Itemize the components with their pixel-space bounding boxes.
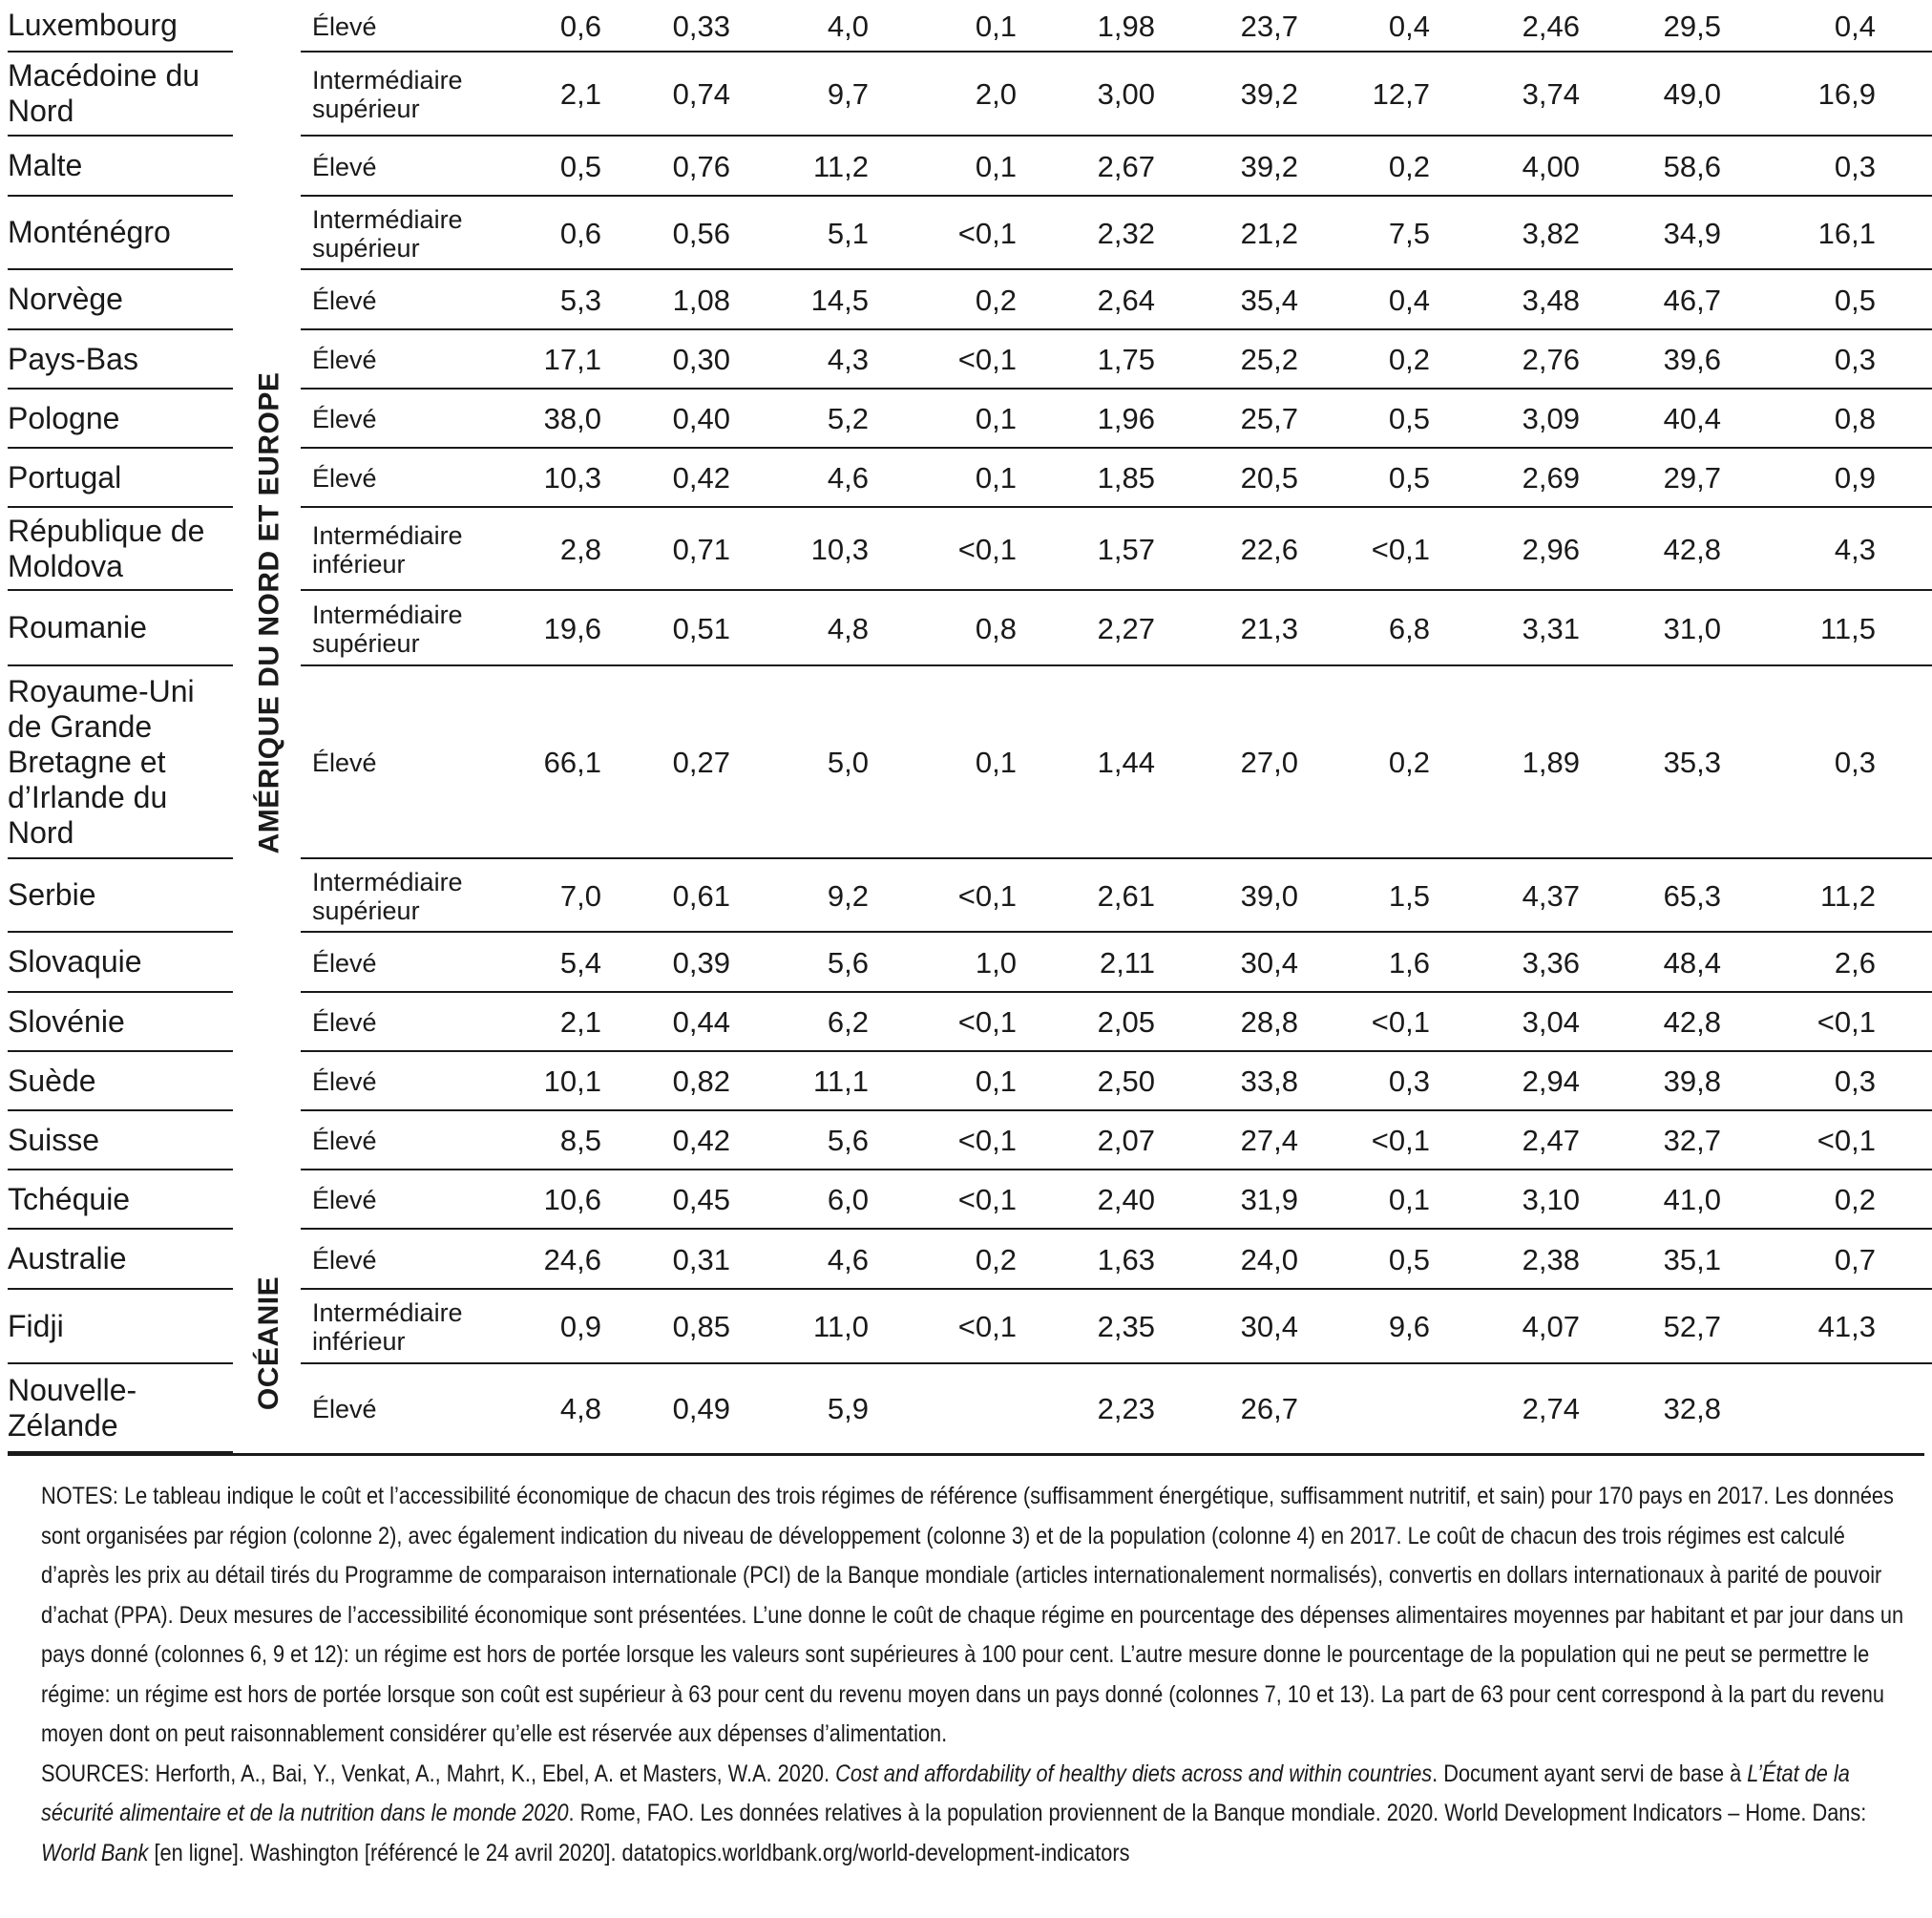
value-cell: 11,5: [1819, 611, 1876, 645]
value-cell: 41,3: [1817, 1310, 1876, 1343]
country-cell: Suisse: [8, 1111, 233, 1170]
value-cell: [864, 1364, 1017, 1453]
value-cell: 4,8: [559, 1391, 601, 1425]
income-level-cell: Élevé: [312, 1008, 377, 1037]
value-cell: 0,5: [1834, 283, 1876, 317]
value-cell: 46,7: [1663, 283, 1721, 317]
income-level-cell: Élevé: [312, 1245, 377, 1275]
value-cell: 22,6: [1240, 532, 1298, 566]
table-row: [0, 197, 1932, 270]
value-cell: 4,0: [827, 9, 869, 43]
value-cell: 4,37: [1522, 878, 1580, 913]
value-cell: 0,2: [1834, 1183, 1876, 1216]
value-cell: 0,3: [1388, 1064, 1430, 1098]
value-cell: 3,00: [1097, 77, 1155, 111]
value-cell: 11,1: [812, 1064, 869, 1098]
value-cell: 0,5: [1388, 1242, 1430, 1276]
value-cell: 2,05: [1097, 1005, 1155, 1039]
table-row: [0, 270, 1932, 330]
value-cell: 3,09: [1522, 402, 1580, 435]
value-cell: 5,2: [827, 402, 869, 435]
value-cell: 2,35: [1097, 1310, 1155, 1343]
value-cell: 0,1: [975, 9, 1017, 43]
value-cell: 35,3: [1663, 746, 1721, 779]
value-cell: 25,7: [1240, 402, 1298, 435]
value-cell: 16,1: [1817, 216, 1876, 250]
country-cell: Norvège: [8, 270, 233, 330]
value-cell: 35,1: [1663, 1242, 1721, 1276]
value-cell: 0,7: [1834, 1242, 1876, 1276]
income-level-cell: Élevé: [312, 464, 377, 493]
value-cell: 27,0: [1240, 746, 1298, 779]
table-row: [0, 993, 1932, 1052]
value-cell: 29,7: [1663, 461, 1721, 495]
value-cell: 0,4: [1388, 9, 1430, 43]
value-cell: 0,42: [672, 1124, 730, 1157]
value-cell: 3,31: [1522, 611, 1580, 645]
value-cell: 6,8: [1388, 611, 1430, 645]
value-cell: 5,4: [559, 945, 601, 980]
country-cell: Royaume-Uni de Grande Bretagne et d’Irlande du Nord: [8, 666, 233, 859]
value-cell: 39,2: [1240, 149, 1298, 183]
value-cell: 1,75: [1097, 343, 1155, 376]
value-cell: 65,3: [1663, 878, 1721, 913]
country-cell: Serbie: [8, 859, 233, 933]
value-cell: <0,1: [957, 1310, 1017, 1343]
value-cell: <0,1: [1816, 1124, 1876, 1157]
value-cell: 1,08: [672, 283, 730, 317]
income-level-cell: Élevé: [312, 1186, 377, 1214]
country-cell: Portugal: [8, 449, 233, 508]
value-cell: 0,1: [1388, 1183, 1430, 1216]
value-cell: 23,7: [1240, 9, 1298, 43]
value-cell: <0,1: [957, 216, 1017, 250]
country-cell: République de Moldova: [8, 508, 233, 591]
country-cell: Slovénie: [8, 993, 233, 1052]
income-level-cell: Élevé: [312, 1127, 377, 1155]
value-cell: 2,67: [1097, 149, 1155, 183]
value-cell: <0,1: [957, 1183, 1017, 1216]
value-cell: 4,6: [827, 1242, 869, 1276]
value-cell: 39,6: [1663, 343, 1721, 376]
country-cell: Macédoine du Nord: [8, 53, 233, 137]
value-cell: <0,1: [1371, 1124, 1430, 1157]
table-row: [0, 53, 1932, 137]
value-cell: 42,8: [1663, 532, 1721, 566]
value-cell: [1277, 1364, 1430, 1453]
value-cell: 7,0: [559, 878, 601, 913]
income-level-cell: Intermédiaire inférieur: [312, 520, 463, 579]
value-cell: 2,76: [1522, 343, 1580, 376]
table-row: [0, 1111, 1932, 1170]
value-cell: 0,2: [1388, 746, 1430, 779]
value-cell: 2,46: [1522, 9, 1580, 43]
value-cell: 1,85: [1097, 461, 1155, 495]
value-cell: 11,2: [1819, 878, 1876, 913]
value-cell: 0,82: [672, 1064, 730, 1098]
value-cell: 0,6: [559, 216, 601, 250]
value-cell: 0,2: [975, 283, 1017, 317]
value-cell: 4,00: [1522, 149, 1580, 183]
value-cell: 39,0: [1240, 878, 1298, 913]
value-cell: 12,7: [1372, 77, 1430, 111]
value-cell: 11,0: [812, 1310, 869, 1343]
value-cell: 0,1: [975, 149, 1017, 183]
value-cell: 0,1: [975, 461, 1017, 495]
income-level-cell: Élevé: [312, 1394, 377, 1423]
value-cell: <0,1: [957, 343, 1017, 376]
value-cell: 2,23: [1097, 1391, 1155, 1425]
value-cell: 9,7: [827, 77, 869, 111]
value-cell: 2,38: [1522, 1242, 1580, 1276]
value-cell: 2,61: [1097, 878, 1155, 913]
table-row: [0, 1170, 1932, 1230]
value-cell: 2,1: [559, 1005, 601, 1039]
value-cell: 42,8: [1663, 1005, 1721, 1039]
country-cell: Pays-Bas: [8, 330, 233, 390]
notes-block: [41, 1477, 1910, 1873]
value-cell: 0,8: [1834, 402, 1876, 435]
value-cell: 2,32: [1097, 216, 1155, 250]
value-cell: 0,2: [1388, 149, 1430, 183]
value-cell: 29,5: [1663, 9, 1721, 43]
value-cell: 66,1: [543, 746, 601, 779]
value-cell: 10,3: [810, 532, 869, 566]
value-cell: 39,8: [1663, 1064, 1721, 1098]
income-level-cell: Élevé: [312, 948, 377, 978]
value-cell: 0,71: [672, 532, 730, 566]
value-cell: 0,5: [1388, 461, 1430, 495]
value-cell: 48,4: [1663, 945, 1721, 980]
value-cell: 27,4: [1240, 1124, 1298, 1157]
value-cell: 4,8: [827, 611, 869, 645]
value-cell: 0,76: [672, 149, 730, 183]
value-cell: 2,74: [1522, 1391, 1580, 1425]
value-cell: 2,0: [975, 77, 1017, 111]
value-cell: 5,3: [559, 283, 601, 317]
value-cell: 1,0: [975, 945, 1017, 980]
value-cell: 6,2: [827, 1005, 869, 1039]
value-cell: <0,1: [957, 532, 1017, 566]
value-cell: 3,10: [1522, 1183, 1580, 1216]
value-cell: 34,9: [1663, 216, 1721, 250]
value-cell: 1,57: [1097, 532, 1155, 566]
value-cell: 32,7: [1663, 1124, 1721, 1157]
value-cell: 2,50: [1097, 1064, 1155, 1098]
value-cell: 1,89: [1522, 746, 1580, 779]
value-cell: 0,5: [559, 149, 601, 183]
value-cell: 0,1: [975, 402, 1017, 435]
value-cell: 1,98: [1097, 9, 1155, 43]
value-cell: 20,5: [1240, 461, 1298, 495]
region-label-europe: AMÉRIQUE DU NORD ET EUROPE: [253, 371, 284, 854]
value-cell: 0,3: [1834, 343, 1876, 376]
country-cell: Slovaquie: [8, 933, 233, 993]
value-cell: 16,9: [1817, 77, 1876, 111]
value-cell: 0,31: [672, 1242, 730, 1276]
region-label-oceania: OCÉANIE: [253, 1275, 284, 1411]
value-cell: 52,7: [1663, 1310, 1721, 1343]
country-cell: Suède: [8, 1052, 233, 1111]
value-cell: 0,74: [672, 77, 730, 111]
value-cell: 4,3: [827, 343, 869, 376]
value-cell: 0,2: [975, 1242, 1017, 1276]
value-cell: 0,49: [672, 1391, 730, 1425]
value-cell: <0,1: [957, 1005, 1017, 1039]
country-cell: Malte: [8, 137, 233, 197]
table-row: [0, 137, 1932, 197]
value-cell: 1,6: [1388, 945, 1430, 980]
value-cell: 26,7: [1240, 1391, 1298, 1425]
value-cell: 0,40: [672, 402, 730, 435]
value-cell: 21,2: [1240, 216, 1298, 250]
value-cell: 58,6: [1663, 149, 1721, 183]
value-cell: 10,1: [543, 1064, 601, 1098]
income-level-cell: Élevé: [312, 346, 377, 374]
value-cell: 0,30: [672, 343, 730, 376]
value-cell: 40,4: [1663, 402, 1721, 435]
table-row: [0, 0, 1932, 53]
value-cell: 33,8: [1240, 1064, 1298, 1098]
country-cell: Nouvelle-Zélande: [8, 1364, 233, 1453]
value-cell: 2,27: [1097, 611, 1155, 645]
income-level-cell: Intermédiaire supérieur: [312, 600, 463, 658]
value-cell: 9,2: [827, 878, 869, 913]
value-cell: 2,1: [559, 77, 601, 111]
value-cell: 28,8: [1240, 1005, 1298, 1039]
value-cell: 5,6: [827, 945, 869, 980]
value-cell: 0,85: [672, 1310, 730, 1343]
value-cell: 4,07: [1522, 1310, 1580, 1343]
income-level-cell: Élevé: [312, 285, 377, 315]
value-cell: 4,3: [1834, 532, 1876, 566]
value-cell: <0,1: [957, 878, 1017, 913]
value-cell: 0,39: [672, 945, 730, 980]
value-cell: 10,6: [543, 1183, 601, 1216]
income-level-cell: Élevé: [312, 1067, 377, 1096]
value-cell: 1,96: [1097, 402, 1155, 435]
value-cell: <0,1: [1371, 1005, 1430, 1039]
value-cell: 2,07: [1097, 1124, 1155, 1157]
country-cell: Pologne: [8, 390, 233, 449]
value-cell: 30,4: [1240, 945, 1298, 980]
table-row: [0, 933, 1932, 993]
value-cell: 2,40: [1097, 1183, 1155, 1216]
value-cell: 0,9: [1834, 461, 1876, 495]
value-cell: 19,6: [543, 611, 601, 645]
value-cell: 2,47: [1522, 1124, 1580, 1157]
value-cell: 5,9: [827, 1391, 869, 1425]
value-cell: 32,8: [1663, 1391, 1721, 1425]
value-cell: 17,1: [543, 343, 601, 376]
value-cell: 2,11: [1099, 945, 1155, 980]
value-cell: 2,94: [1522, 1064, 1580, 1098]
sources-text: SOURCES: Herforth, A., Bai, Y., Venkat, A., Mahrt, K., Ebel, A. et Masters, W.A. 2020. Cost and affordability of healthy diets across and within countries. Document ayant servi de base à L’État de la sécurité alimentaire et de la nutrition dans le monde 2020. Rome, FAO. Les données relatives à la population proviennent de la Banque mondiale. 2020. World Development Indicators – Home. Dans: World Bank [en ligne]. Washington [référencé le 24 avril 2020]. datatopics.worldbank.org/world-development-indicators: [41, 1760, 1867, 1866]
value-cell: 0,8: [975, 611, 1017, 645]
value-cell: 35,4: [1240, 283, 1298, 317]
income-level-cell: Élevé: [312, 11, 377, 41]
value-cell: 1,5: [1388, 878, 1430, 913]
value-cell: 9,6: [1388, 1310, 1430, 1343]
value-cell: 5,1: [827, 216, 869, 250]
value-cell: 25,2: [1240, 343, 1298, 376]
value-cell: 0,3: [1834, 149, 1876, 183]
value-cell: <0,1: [957, 1124, 1017, 1157]
value-cell: 21,3: [1240, 611, 1298, 645]
value-cell: 2,64: [1097, 283, 1155, 317]
table-row: [0, 859, 1932, 933]
table-bottom-rule: [8, 1453, 1924, 1456]
value-cell: 10,3: [543, 461, 601, 495]
country-cell: Fidji: [8, 1290, 233, 1364]
value-cell: 0,56: [672, 216, 730, 250]
income-level-cell: Intermédiaire supérieur: [312, 66, 463, 123]
value-cell: 0,6: [559, 9, 601, 43]
value-cell: 31,9: [1240, 1183, 1298, 1216]
value-cell: 2,8: [559, 532, 601, 566]
value-cell: 0,2: [1388, 343, 1430, 376]
value-cell: 30,4: [1240, 1310, 1298, 1343]
income-level-cell: Élevé: [312, 405, 377, 433]
value-cell: 3,82: [1522, 216, 1580, 250]
value-cell: 4,6: [827, 461, 869, 495]
value-cell: 0,4: [1388, 283, 1430, 317]
value-cell: 3,48: [1522, 283, 1580, 317]
value-cell: 0,45: [672, 1183, 730, 1216]
value-cell: 8,5: [559, 1124, 601, 1157]
value-cell: 0,27: [672, 746, 730, 779]
value-cell: 0,5: [1388, 402, 1430, 435]
value-cell: 0,42: [672, 461, 730, 495]
value-cell: 1,44: [1097, 746, 1155, 779]
value-cell: 3,04: [1522, 1005, 1580, 1039]
value-cell: 41,0: [1663, 1183, 1721, 1216]
value-cell: 0,44: [672, 1005, 730, 1039]
notes-text: NOTES: Le tableau indique le coût et l’accessibilité économique de chacun des trois régimes de référence (suffisamment énergétique, suffisamment nutritif, et sain) pour 170 pays en 2017. Les données sont organisées par région (colonne 2), avec également indication du niveau de développement (colonne 3) et de la population (colonne 4) en 2017. Le coût de chacun des trois régimes est calculé d’après les prix au détail tirés du Programme de comparaison internationale (PCI) de la Banque mondiale (articles internationalement normalisés), convertis en dollars internationaux à parité de pouvoir d’achat (PPA). Deux mesures de l’accessibilité économique sont présentées. L’une donne le coût de chaque régime en pourcentage des dépenses alimentaires moyennes par habitant et par jour dans un pays donné (colonnes 6, 9 et 12): un régime est hors de portée lorsque les valeurs sont supérieures à 100 pour cent. L’autre mesure donne le pourcentage de la population qui ne peut se permettre le régime: un régime est hors de portée lorsque son coût est supérieur à 63 pour cent du revenu moyen dans un pays donné (colonnes 7, 10 et 13). La part de 63 pour cent correspond à la part du revenu moyen dont on peut raisonnablement considérer qu’elle est réservée aux dépenses d’alimentation.: [41, 1483, 1904, 1747]
value-cell: 14,5: [810, 283, 869, 317]
income-level-cell: Élevé: [312, 748, 377, 777]
income-level-cell: Élevé: [312, 152, 377, 181]
country-cell: Luxembourg: [8, 0, 233, 53]
value-cell: [1723, 1364, 1876, 1453]
income-level-cell: Intermédiaire inférieur: [312, 1298, 463, 1356]
value-cell: 31,0: [1663, 611, 1721, 645]
value-cell: 2,6: [1834, 945, 1876, 980]
value-cell: 38,0: [543, 402, 601, 435]
value-cell: 39,2: [1240, 77, 1298, 111]
value-cell: 2,96: [1522, 532, 1580, 566]
value-cell: 3,36: [1522, 945, 1580, 980]
table-row: [0, 1052, 1932, 1111]
value-cell: 49,0: [1663, 77, 1721, 111]
value-cell: 0,3: [1834, 746, 1876, 779]
country-cell: Tchéquie: [8, 1170, 233, 1230]
value-cell: 1,63: [1097, 1242, 1155, 1276]
value-cell: <0,1: [1371, 532, 1430, 566]
value-cell: 0,61: [672, 878, 730, 913]
value-cell: 0,9: [559, 1310, 601, 1343]
country-cell: Australie: [8, 1230, 233, 1290]
value-cell: 24,0: [1240, 1242, 1298, 1276]
value-cell: 3,74: [1522, 77, 1580, 111]
value-cell: 5,6: [827, 1124, 869, 1157]
income-level-cell: Intermédiaire supérieur: [312, 204, 463, 263]
value-cell: 0,33: [672, 9, 730, 43]
value-cell: 0,51: [672, 611, 730, 645]
value-cell: 0,4: [1834, 9, 1876, 43]
value-cell: 24,6: [543, 1242, 601, 1276]
income-level-cell: Intermédiaire supérieur: [312, 867, 463, 925]
value-cell: 0,1: [975, 1064, 1017, 1098]
value-cell: 7,5: [1388, 216, 1430, 250]
value-cell: <0,1: [1816, 1005, 1876, 1039]
country-cell: Monténégro: [8, 197, 233, 270]
value-cell: 0,3: [1834, 1064, 1876, 1098]
value-cell: 0,1: [975, 746, 1017, 779]
value-cell: 2,69: [1522, 461, 1580, 495]
country-cell: Roumanie: [8, 591, 233, 666]
value-cell: 6,0: [827, 1183, 869, 1216]
value-cell: 11,2: [812, 149, 869, 183]
value-cell: 5,0: [827, 746, 869, 779]
